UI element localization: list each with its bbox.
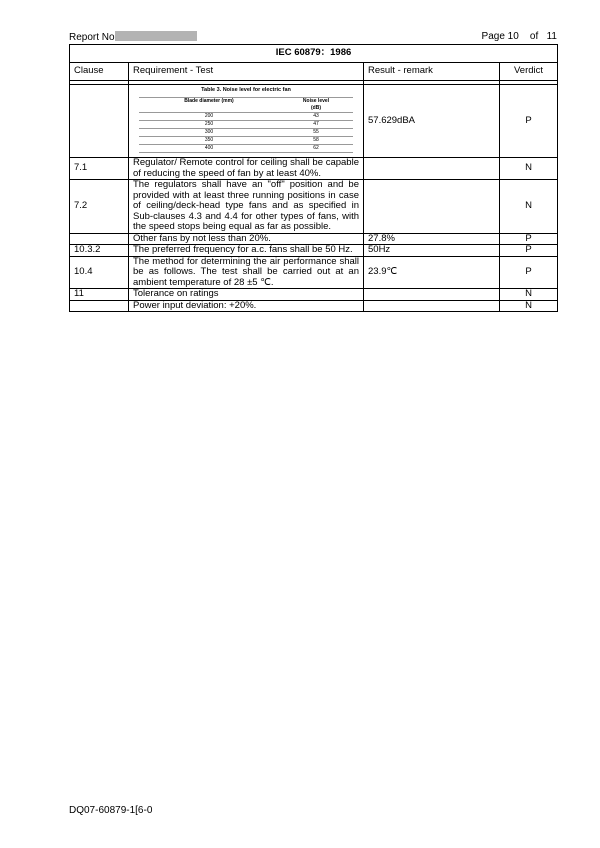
requirement-cell: Tolerance on ratings	[129, 289, 364, 301]
requirement-cell: Regulator/ Remote control for ceiling shall be capable of reducing the speed of fan by at least 40%.	[129, 158, 364, 180]
blade-diameter: 300	[139, 129, 279, 137]
noise-level-unit: (dB)	[311, 105, 321, 111]
col-requirement: Requirement - Test	[129, 63, 364, 81]
blade-diameter-header: Blade diameter (mm)	[139, 98, 279, 106]
result-cell: 50Hz	[364, 245, 500, 257]
noise-table-row-item	[139, 137, 353, 145]
table-row	[70, 289, 558, 301]
table-row	[70, 256, 558, 289]
standard-title: IEC 60879：1986	[70, 45, 558, 63]
col-result: Result - remark	[364, 63, 500, 81]
test-report-table	[69, 44, 558, 312]
column-header-row	[70, 63, 558, 81]
table-row	[70, 245, 558, 257]
result-cell	[364, 158, 500, 180]
col-verdict: Verdict	[500, 63, 558, 81]
result-cell	[364, 180, 500, 234]
clause-cell: 7.1	[70, 158, 129, 180]
result-cell: 27.8%	[364, 233, 500, 245]
noise-table-unit-row	[139, 105, 353, 113]
result-cell	[364, 300, 500, 312]
table-row	[70, 158, 558, 180]
table-row	[70, 300, 558, 312]
clause-cell: 10.4	[70, 256, 129, 289]
clause-cell: 11	[70, 289, 129, 301]
report-number	[69, 31, 197, 44]
noise-table-cell	[129, 85, 364, 158]
page-total: 11	[546, 31, 557, 42]
noise-table-row-item	[139, 129, 353, 137]
verdict-cell: P	[500, 85, 558, 158]
verdict-cell: N	[500, 289, 558, 301]
noise-level-header: Noise level	[279, 98, 353, 106]
blade-diameter: 400	[139, 145, 279, 153]
noise-level: 55	[279, 129, 353, 137]
requirement-cell: The method for determining the air performance shall be as follows. The test shall be carried out at an ambient temperature of 28 ±5 ℃.	[129, 256, 364, 289]
verdict-cell: N	[500, 300, 558, 312]
page-header	[69, 31, 557, 43]
page-indicator	[482, 31, 557, 43]
noise-level: 47	[279, 121, 353, 129]
verdict-cell: P	[500, 245, 558, 257]
noise-level: 43	[279, 113, 353, 121]
clause-cell	[70, 85, 129, 158]
requirement-cell: Other fans by not less than 20%.	[129, 233, 364, 245]
noise-table-row-item	[139, 145, 353, 153]
clause-cell	[70, 233, 129, 245]
of-label: of	[529, 31, 539, 42]
result-cell: 23.9℃	[364, 256, 500, 289]
redacted-report-number	[115, 31, 197, 41]
blade-diameter: 250	[139, 121, 279, 129]
verdict-cell: P	[500, 256, 558, 289]
verdict-cell: P	[500, 233, 558, 245]
noise-level: 62	[279, 145, 353, 153]
noise-level: 58	[279, 137, 353, 145]
clause-cell: 7.2	[70, 180, 129, 234]
requirement-cell: Power input deviation: +20%.	[129, 300, 364, 312]
col-clause: Clause	[70, 63, 129, 81]
verdict-cell: N	[500, 158, 558, 180]
blade-diameter: 350	[139, 137, 279, 145]
result-cell	[364, 289, 500, 301]
standard-row	[70, 45, 558, 63]
blade-diameter: 200	[139, 113, 279, 121]
verdict-cell: N	[500, 180, 558, 234]
page-label: Page	[481, 31, 505, 42]
requirement-cell: The regulators shall have an "off" position and be provided with at least three running positions in case of ceiling/deck-head type fans and as specified in Sub-clauses 4.3 and 4.4 for other types of fans, with the speed stops being equal as far as possible.	[129, 180, 364, 234]
noise-table-header	[139, 98, 353, 106]
clause-cell: 10.3.2	[70, 245, 129, 257]
noise-table-row-item	[139, 113, 353, 121]
document-code-footer: DQ07-60879-1[6-0	[69, 805, 153, 816]
requirement-cell: The preferred frequency for a.c. fans shall be 50 Hz.	[129, 245, 364, 257]
noise-table-row-item	[139, 121, 353, 129]
noise-table-title: Table 3. Noise level for electric fan	[201, 87, 291, 93]
noise-table-row	[70, 85, 558, 158]
report-no-label: Report No	[69, 32, 115, 43]
clause-cell	[70, 300, 129, 312]
result-cell: 57.629dBA	[364, 85, 500, 158]
page-number: 10	[507, 31, 519, 42]
table-row	[70, 233, 558, 245]
table-row	[70, 180, 558, 234]
noise-level-table	[139, 97, 353, 153]
